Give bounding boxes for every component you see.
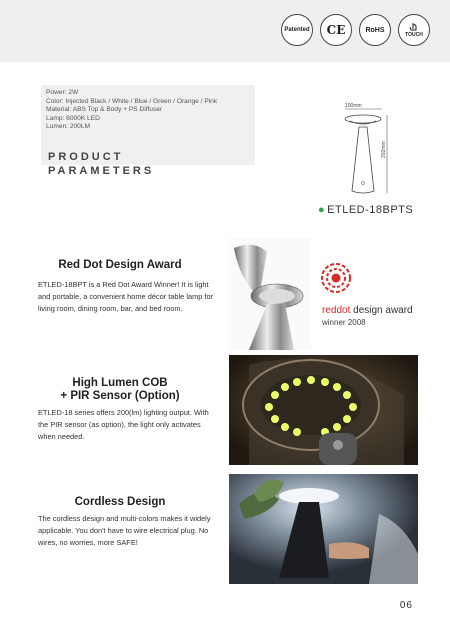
- param-lamp: Lamp: 6000K LED: [46, 114, 100, 122]
- design-award-word: design award: [350, 305, 413, 316]
- reddot-word: reddot: [322, 305, 351, 316]
- high-lumen-section-body: ETLED-18 series offers 200(lm) lighting output. With the PIR sensor (as option), the light only activates when needed.: [38, 408, 209, 441]
- certification-badges: [281, 14, 430, 46]
- width-dimension-label: 100mm: [345, 103, 362, 109]
- cordless-section-title: Cordless Design: [74, 496, 166, 508]
- param-lumen: Lumen: 200LM: [46, 123, 90, 130]
- ce-badge-icon: CE: [320, 14, 352, 46]
- red-dot-award-text: [322, 305, 413, 316]
- touch-badge-icon: [398, 14, 430, 46]
- hand-icon: [408, 22, 420, 32]
- high-lumen-title-line-1: High Lumen COB: [72, 377, 168, 389]
- cordless-lamp-photo: [229, 474, 418, 584]
- height-dimension-label: 202mm: [381, 141, 387, 158]
- chrome-lamp-photo: [229, 238, 311, 350]
- param-material: Material: ABS Top & Body + PS Diffuser: [46, 106, 163, 113]
- product-parameters-title: [48, 150, 154, 178]
- lamp-dimension-diagram: [325, 103, 415, 200]
- model-number: [318, 204, 413, 216]
- rohs-badge-icon: RoHS: [359, 14, 391, 46]
- led-ring-photo: [229, 355, 418, 465]
- page-number: 06: [399, 600, 413, 611]
- high-lumen-section-title: [38, 377, 202, 403]
- winner-year: winner 2008: [322, 318, 366, 327]
- red-dot-section-title: Red Dot Design Award: [58, 259, 182, 271]
- param-power: Power: 2W: [46, 89, 79, 96]
- cordless-section-body: The cordless design and multi-colors makes it widely applicable. You don't have to wire electrical plug. No wires, no worries, more SAFE!: [38, 514, 211, 547]
- param-color: Color: Injected Black / White / Blue / Green / Orange / Pink: [46, 97, 218, 105]
- touch-badge-label: TOUCH: [405, 32, 423, 38]
- red-dot-section-body: ETLED-18BPT is a Red Dot Award Winner! It is light and portable, a convenient home décor table lamp for living room, dining room, bar, and bed room.: [38, 280, 214, 313]
- model-label: ETLED-18BPTS: [327, 204, 414, 216]
- red-dot-logo-icon: [320, 262, 352, 294]
- bullet-dot-icon: ●: [318, 204, 326, 216]
- title-line-2: PARAMETERS: [48, 165, 155, 177]
- patented-badge-icon: Patented: [281, 14, 313, 46]
- high-lumen-title-line-2: + PIR Sensor (Option): [60, 390, 180, 402]
- title-line-1: PRODUCT: [48, 151, 124, 163]
